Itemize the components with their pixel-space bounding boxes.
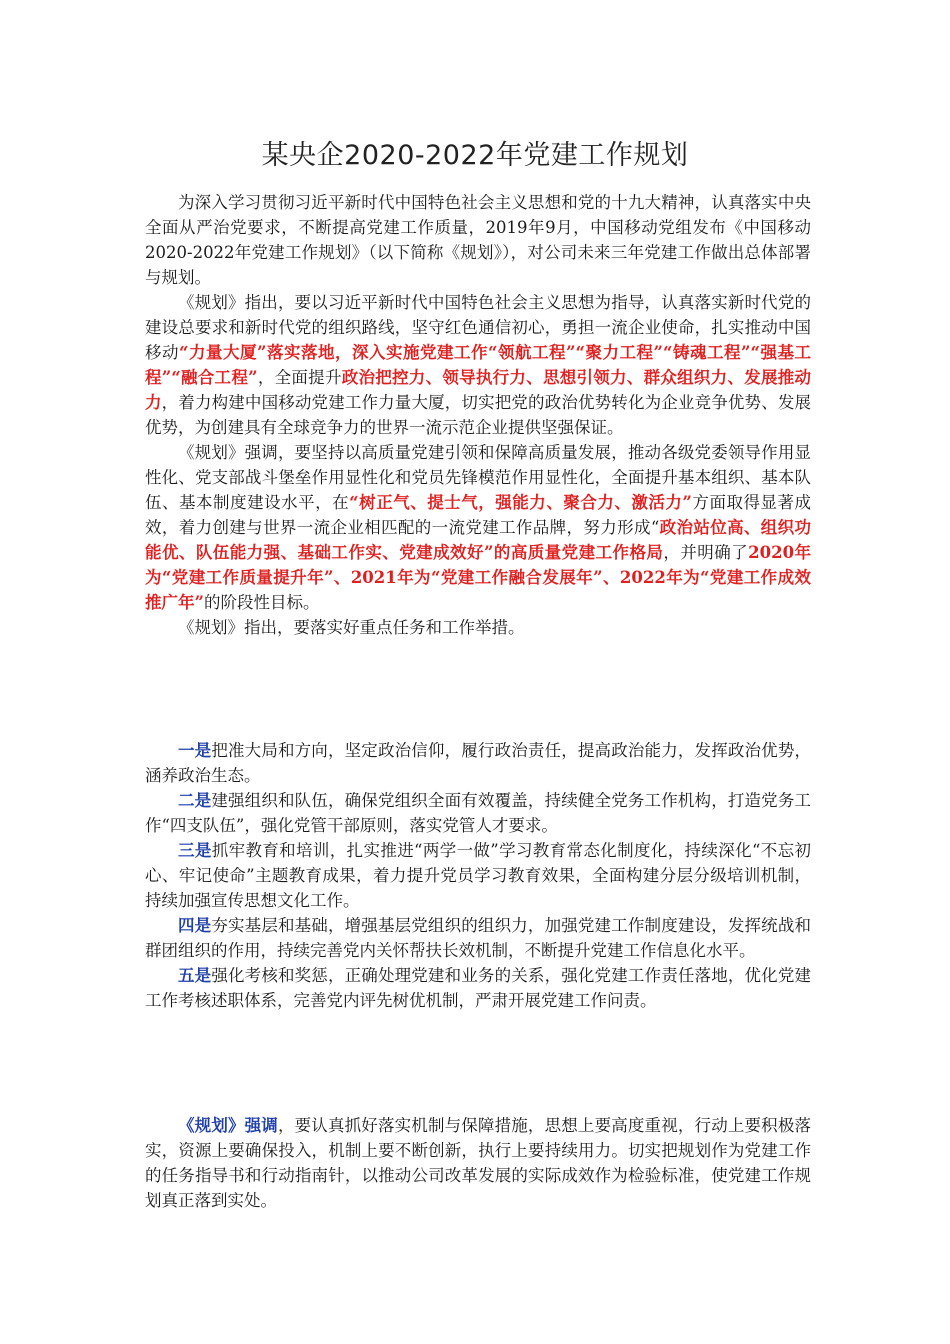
text-run: ，着力构建中国移动党建工作力量大厦，切实把党的政治优势转化为企业竞争优势、发展优势，为创建具有全球竞争力的世界一流示范企业提供坚强保证。 (145, 393, 812, 437)
tasks-section (145, 738, 811, 1013)
intro-section (145, 190, 811, 640)
text-run: 的阶段性目标。 (204, 593, 320, 612)
closing-section (145, 1113, 811, 1213)
text-run: 《规划》指出，要以习近平新时代中国特色社会主义思想为指导，认真落实新时代党的建设总要求和新时代党的组织路线，坚守红色通信初心，勇担一流企业使命，扎实推动中国移动 (145, 293, 811, 362)
red-emphasis: “力量大厦”落实落地，深入实施党建工作“领航工程”“聚力工程”“铸魂工程”“强基工程”“融合工程” (145, 343, 812, 387)
document-title: 某央企2020-2022年党建工作规划 (261, 140, 689, 171)
task-text: 强化考核和奖惩，正确处理党建和业务的关系，强化党建工作责任落地，优化党建工作考核述职体系，完善党内评先树优机制，严肃开展党建工作问责。 (145, 966, 812, 1010)
intro-paragraph-3 (145, 440, 811, 615)
text-run: ，全面提升 (257, 368, 342, 387)
task-label: 四是 (178, 916, 212, 935)
closing-text: ，要认真抓好落实机制与保障措施，思想上要高度重视，行动上要积极落实，资源上要确保投入，机制上要不断创新，执行上要持续用力。切实把规划作为党建工作的任务指导书和行动指南针，以推动公司改革发展的实际成效作为检验标准，使党建工作规划真正落到实处。 (145, 1116, 812, 1210)
task-label: 五是 (178, 966, 212, 985)
intro-paragraph-2 (145, 290, 811, 440)
task-label: 一是 (178, 741, 212, 760)
red-emphasis: “树正气、提士气，强能力、聚合力、激活力” (349, 493, 692, 512)
intro-paragraph-1: 为深入学习贯彻习近平新时代中国特色社会主义思想和党的十九大精神，认真落实中央全面从严治党要求，不断提高党建工作质量，2019年9月，中国移动党组发布《中国移动2020-2022年党建工作规划》（以下简称《规划》），对公司未来三年党建工作做出总体部署与规划。 (145, 193, 811, 287)
task-text: 抓牢教育和培训，扎实推进“两学一做”学习教育常态化制度化，持续深化“不忘初心、牢记使命”主题教育成果，着力提升党员学习教育效果，全面构建分层分级培训机制，持续加强宣传思想文化工作。 (145, 841, 812, 910)
text-run: 方面取得显著成效，着力创建与世界一流企业相匹配的一流党建工作品牌，努力形成“ (145, 493, 812, 537)
task-item (145, 788, 811, 838)
red-emphasis: 政治把控力、领导执行力、思想引领力、群众组织力、发展推动力 (145, 368, 811, 412)
intro-paragraph-4: 《规划》指出，要落实好重点任务和工作举措。 (178, 618, 525, 637)
task-label: 三是 (178, 841, 212, 860)
red-emphasis: 2020年为“党建工作质量提升年”、2021年为“党建工作融合发展年”、2022年为“党建工作成效推广年” (145, 543, 811, 612)
task-item (145, 838, 811, 913)
task-item (145, 963, 811, 1013)
task-label: 二是 (178, 791, 212, 810)
task-text: 建强组织和队伍，确保党组织全面有效覆盖，持续健全党务工作机构，打造党务工作“四支队伍”，强化党管干部原则，落实党管人才要求。 (145, 791, 812, 835)
task-text: 把准大局和方向，坚定政治信仰，履行政治责任，提高政治能力，发挥政治优势，涵养政治生态。 (145, 741, 812, 785)
text-run: ，并明确了 (663, 543, 749, 562)
task-item (145, 913, 811, 963)
red-emphasis: 政治站位高、组织功能优、队伍能力强、基础工作实、党建成效好”的高质量党建工作格局 (145, 518, 812, 562)
task-item (145, 738, 811, 788)
closing-label: 《规划》强调 (178, 1116, 278, 1135)
task-text: 夯实基层和基础，增强基层党组织的组织力，加强党建工作制度建设，发挥统战和群团组织的作用，持续完善党内关怀帮扶长效机制，不断提升党建工作信息化水平。 (145, 916, 812, 960)
text-run: 《规划》强调，要坚持以高质量党建引领和保障高质量发展，推动各级党委领导作用显性化、党支部战斗堡垒作用显性化和党员先锋模范作用显性化，全面提升基本组织、基本队伍、基本制度建设水平，在 (145, 443, 811, 512)
closing-paragraph (145, 1113, 811, 1213)
